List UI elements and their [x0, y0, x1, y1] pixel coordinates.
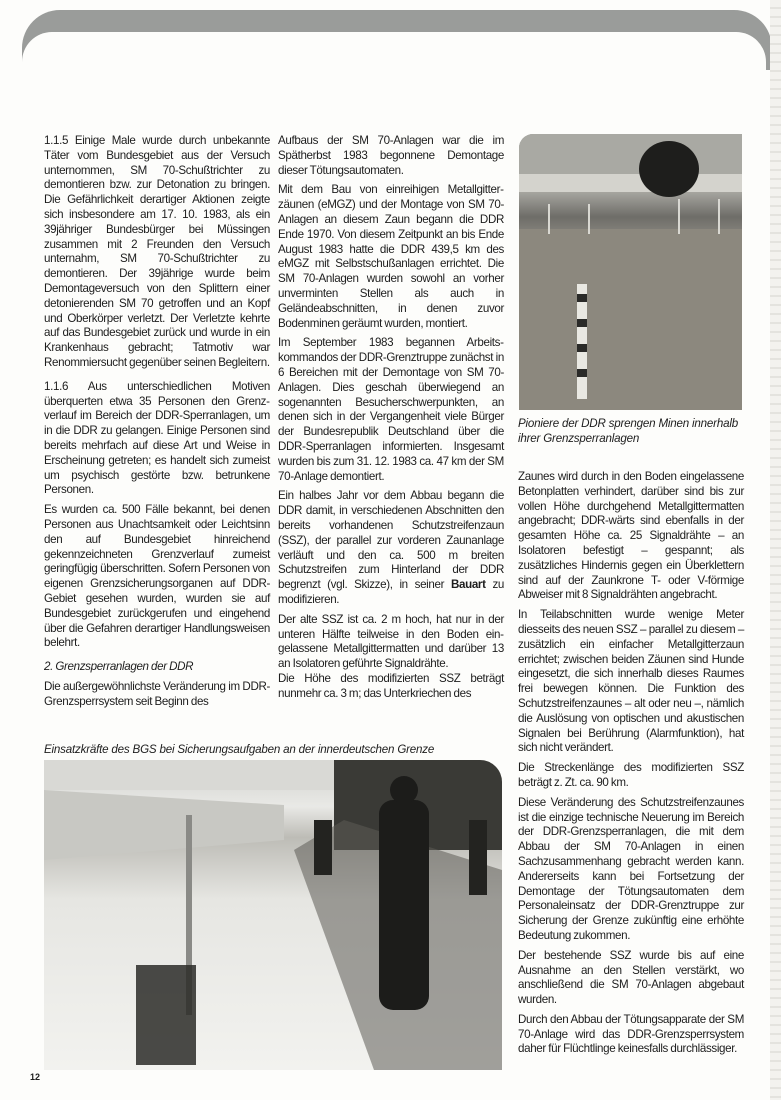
paragraph: In Teilabschnitten wurde wenige Meter diesseits des neuen SSZ – parallel zu diesem – zusätzlich ein einfacher Metallgitterzaun errichtet; zwischen beiden Zäunen sind Hunde eingesetzt, die sich innerhalb dieses Raumes frei bewegen können. Die Funktion des Schutzstreifenzaunes – alt oder neu –, nämlich die Auslösung von optischen und akustischen Signalen bei Berührung (Alarmfunktion), hat sich nicht verändert.	[518, 608, 744, 755]
paragraph: 1.1.6 Aus unterschiedlichen Motiven überquerten etwa 35 Personen den Grenzverlauf im Bereich der DDR-Sperranlagen, um in die DDR zu gelangen. Einige Personen sind bereits mehrfach auf diese Art und Weise in Erscheinung getreten; es handelt sich zumeist um psychisch gestörte bzw. betrunkene Personen.	[44, 379, 270, 497]
photo-border-patrol	[44, 760, 502, 1070]
bold-term: Bauart	[450, 578, 486, 592]
photo-caption: Pioniere der DDR sprengen Minen innerhalb ihrer Grenzsperranlagen	[518, 417, 738, 446]
paragraph: Die Höhe des modifizierten SSZ beträgt nunmehr ca. 3 m; das Unterkriechen des	[278, 671, 504, 700]
paragraph: Im September 1983 begannen Arbeitskommandos der DDR-Grenztruppe zunächst in 6 Bereichen mit der Demontage von SM 70-Anlagen. Dies geschah überwiegend an sogenannten Besucherschwerpunkten, an denen sich in der Vergangenheit viele Bürger der Bundesrepublik Deutschland über die DDR-Sperranlagen informierten. Insgesamt wurden bis zum 31. 12. 1983 ca. 47 km der SM 70-Anlage demontiert.	[278, 336, 504, 483]
photo-illustration	[44, 760, 502, 1070]
page-number: 12	[30, 1072, 41, 1082]
text-column-1	[44, 134, 270, 714]
paragraph: Die außergewöhnlichste Veränderung im DDR-Grenzsperrsystem seit Beginn des	[44, 679, 270, 708]
paragraph: Der alte SSZ ist ca. 2 m hoch, hat nur in der unteren Hälfte teilweise in den Boden eingelassene Metallgittermatten und darüber 13 an Isolatoren geführte Signaldrähte.	[278, 612, 504, 671]
paragraph: Die Streckenlänge des modifizierten SSZ beträgt z. Zt. ca. 90 km.	[518, 761, 744, 789]
photo-caption: Einsatzkräfte des BGS bei Sicherungsaufgaben an der innerdeutschen Grenze	[44, 743, 435, 756]
paragraph: 1.1.5 Einige Male wurde durch unbekannte Täter vom Bundesgebiet aus der Versuch unternommen, SM 70-Schußtrichter zu demontieren bzw. zur Detonation zu bringen. Die Gefährlichkeit derartiger Aktionen zeigte sich insbesondere am 17. 10. 1983, als ein 39jähriger Bundesbürger bei Müssingen zusammen mit 2 Freunden den Versuch unternahm, SM 70-Schußtrichter zu demontieren. Der 39jährige wurde beim Demontageversuch von den Splittern einer detonierenden SM 70 getroffen und an Kopf und Oberkörper verletzt. Der Verletzte kehrte auf das Bundesgebiet zurück und wurde in ein Krankenhaus gebracht; Tatmotiv war Renommiersucht gegenüber seinen Begleitern.	[44, 134, 270, 369]
section-heading: 2. Grenzsperranlagen der DDR	[44, 660, 194, 674]
paragraph: Aufbaus der SM 70-Anlagen war die im Spätherbst 1983 begonnene Demontage dieser Tötungsautomaten.	[278, 134, 504, 177]
paragraph: Mit dem Bau von einreihigen Metallgitterzäunen (eMGZ) und der Montage von SM 70-Anlagen an diesem Zaun begann die DDR Ende 1970. Von diesem Zeitpunkt an bis Ende August 1983 hatte die DDR 439,5 km des eMGZ mit Selbstschußanlagen errichtet. Die SM 70-Anlagen wurden sowohl an vorher unverminten Stellen als auch in Geländeabschnitten, in denen zuvor Bodenminen geräumt wurden, montiert.	[278, 183, 504, 330]
text-column-2	[278, 134, 504, 706]
photo-mine-explosion	[519, 134, 742, 410]
paragraph: Der bestehende SSZ wurde bis auf eine Ausnahme an den Stellen verstärkt, wo anschließend die SM 70-Anlagen abgebaut wurden.	[518, 948, 744, 1007]
paragraph: Zaunes wird durch in den Boden eingelassene Betonplatten verhindert, darüber sind bis zur vollen Höhe durchgehend Metallgittermatten angebracht; DDR-wärts sind ebenfalls in der gesamten Höhe ca. 25 Signaldrähte – an Isolatoren befestigt – gespannt; als zusätzliches Hindernis gegen ein Überklettern sind auf der Zaunkrone T- oder V-förmige Abweiser mit 8 Signaldrähten angebracht.	[518, 470, 744, 602]
paragraph: Es wurden ca. 500 Fälle bekannt, bei denen Personen aus Unachtsamkeit oder Leichtsinn den auf Bundesgebiet hinreichend gekennzeichneten Grenzverlauf zumeist geringfügig überschritten. Sofern Personen von eigenen Grenzsicherungsorganen auf DDR-Gebiet gesehen wurden, wurden sie auf Bundesgebiet zurückgerufen und eingehend über die Gefahren derartiger Handlungsweisen belehrt.	[44, 503, 270, 650]
paragraph: Diese Veränderung des Schutzstreifenzaunes ist die einzige technische Neuerung im Bereich der DDR-Grenzsperranlagen, die mit dem Abbau der SM 70-Anlagen in einen Sachzusammenhang gebracht werden kann. Andererseits kann bei Fortsetzung der Demontage der Tötungsautomaten dem Personaleinsatz der DDR-Grenztruppe zur Sicherung der Grenze zukünftig eine erhöhte Bedeutung zukommen.	[518, 795, 744, 942]
text-column-3	[518, 470, 744, 1062]
paragraph: Durch den Abbau der Tötungsapparate der SM 70-Anlage wird das DDR-Grenzsperrsystem daher für Flüchtlinge keinesfalls durchlässiger.	[518, 1012, 744, 1056]
photo-illustration	[519, 134, 742, 410]
paper-edge	[770, 0, 781, 1100]
text: Ein halbes Jahr vor dem Abbau begann die DDR damit, in verschiedenen Abschnitten den bereits vorhandenen Schutzstreifenzaun (SSZ), der parallel zur vorderen Zaunanlage verläuft und den ca. 500 m breiten Schutzstreifen zum Hinterland der DDR begrenzt (vgl. Skizze), in seiner	[278, 489, 504, 592]
paragraph	[278, 489, 504, 607]
text: zu modifizieren.	[278, 578, 504, 606]
